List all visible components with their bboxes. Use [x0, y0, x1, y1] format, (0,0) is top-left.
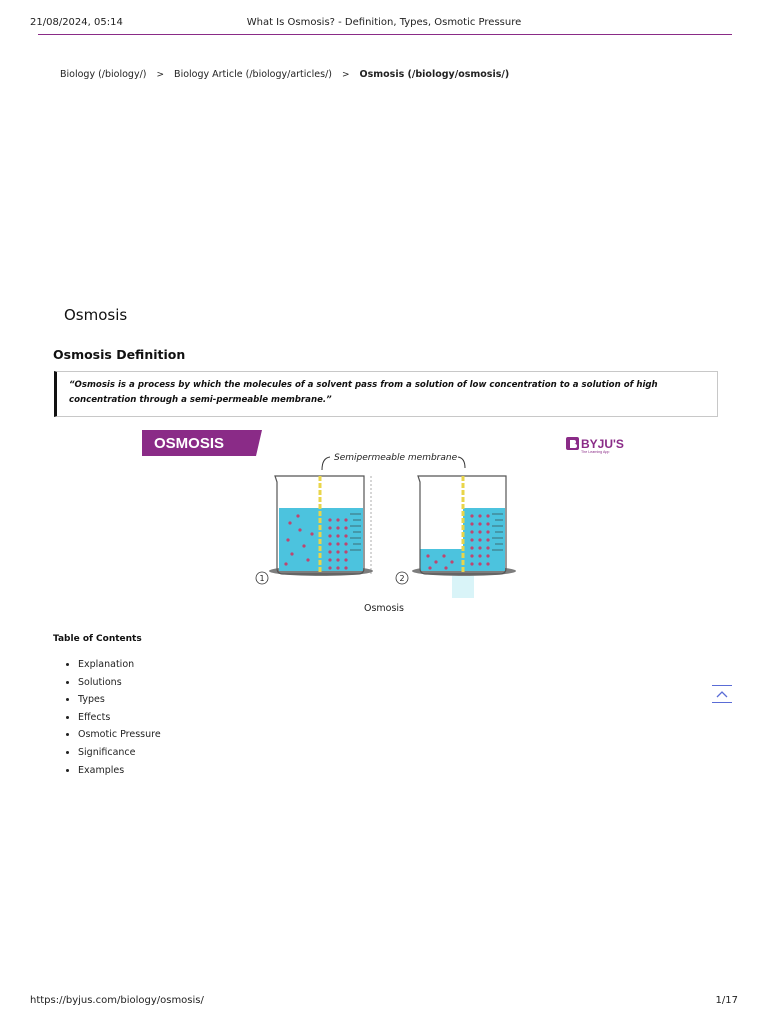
breadcrumb-biology[interactable]: Biology (/biology/) [60, 69, 147, 80]
print-page-number: 1/17 [715, 995, 738, 1006]
scroll-to-top-button[interactable] [712, 685, 732, 703]
page-title: Osmosis [64, 306, 128, 324]
print-page-title: What Is Osmosis? - Definition, Types, Osmotic Pressure [246, 17, 522, 28]
toc-item-examples[interactable]: • Examples [78, 764, 161, 782]
toc-list [60, 658, 161, 781]
chevron-up-icon [716, 690, 728, 698]
step-2-label: 2 [399, 574, 405, 583]
toc-item-explanation[interactable]: • Explanation [78, 658, 161, 676]
byjus-logo-icon [566, 437, 579, 450]
breadcrumb [60, 69, 509, 80]
toc-item-osmotic-pressure[interactable]: • Osmotic Pressure [78, 728, 161, 746]
figure-caption: Osmosis [363, 603, 405, 614]
header-divider [38, 34, 732, 35]
breadcrumb-separator: > [156, 69, 165, 80]
toc-item-solutions[interactable]: • Solutions [78, 676, 161, 694]
brand-tagline: The Learning App [581, 450, 610, 454]
toc-item-effects[interactable]: • Effects [78, 711, 161, 729]
brand-name: BYJU'S [581, 437, 624, 451]
membrane-label: Semipermeable membrane [334, 453, 458, 463]
figure-banner-text: OSMOSIS [154, 435, 225, 452]
breadcrumb-biology-article[interactable]: Biology Article (/biology/articles/) [174, 69, 332, 80]
toc-item-significance[interactable]: • Significance [78, 746, 161, 764]
breadcrumb-osmosis[interactable]: Osmosis (/biology/osmosis/) [359, 69, 510, 80]
osmosis-diagram [140, 428, 630, 600]
toc-title: Table of Contents [53, 634, 142, 644]
print-url: https://byjus.com/biology/osmosis/ [30, 995, 204, 1006]
beaker-2 [396, 476, 516, 584]
beaker-1 [256, 476, 373, 584]
definition-heading: Osmosis Definition [53, 347, 186, 362]
step-1-label: 1 [259, 574, 265, 583]
breadcrumb-separator: > [341, 69, 350, 80]
toc-item-types[interactable]: • Types [78, 693, 161, 711]
definition-quote: “Osmosis is a process by which the molecules of a solvent pass from a solution of low concentration to a solution of high concentration through a semi-permeable membrane.” [54, 371, 718, 417]
print-date: 21/08/2024, 05:14 [30, 17, 123, 28]
